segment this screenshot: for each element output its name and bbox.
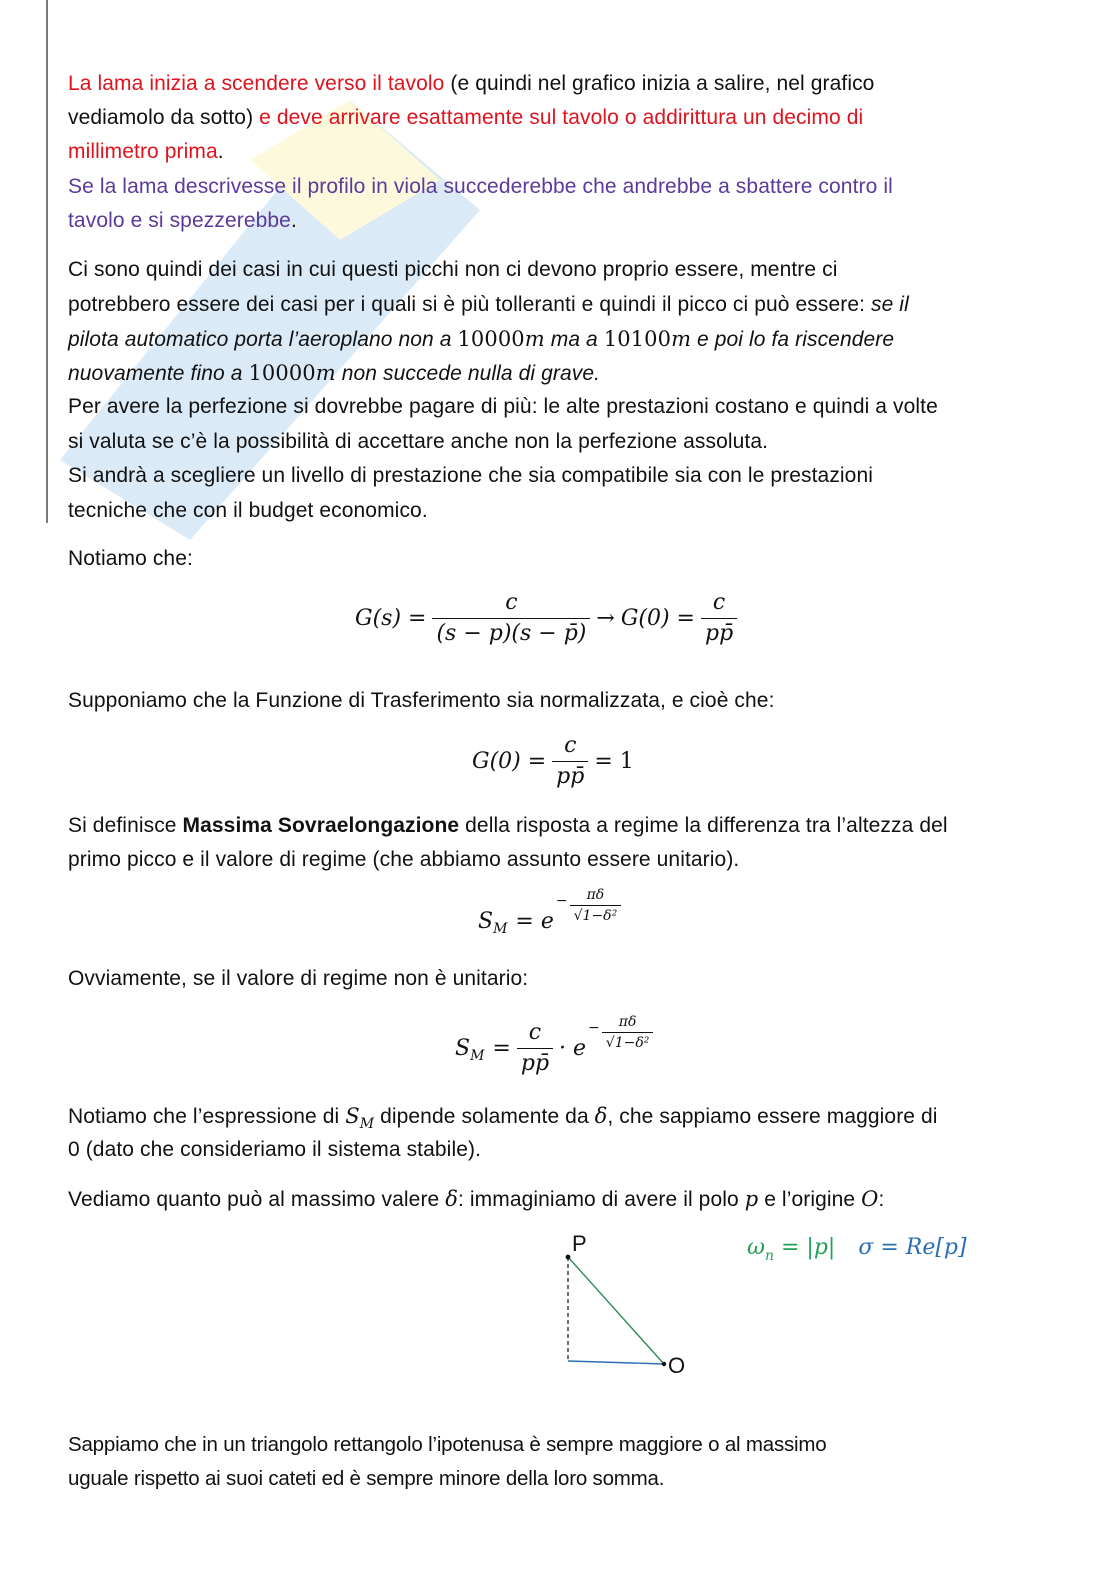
formula-rhs: = e — [515, 909, 554, 934]
subscript: M — [493, 920, 508, 937]
math-symbol: O — [861, 1187, 879, 1211]
paragraph-line — [68, 1182, 884, 1217]
paragraph-line — [68, 809, 948, 843]
numerator: c — [505, 590, 518, 615]
formula-lhs: G(s) = — [355, 606, 427, 631]
paragraph-line: si valuta se c’è la possibilità di accettare anche non la perfezione assoluta. — [68, 430, 769, 453]
paragraph-line: Se la lama descrivesse il profilo in viola succederebbe che andrebbe a sbattere contro il — [68, 175, 893, 198]
minus-sign: − — [588, 1020, 600, 1036]
subscript: M — [470, 1047, 485, 1064]
fraction — [602, 1014, 654, 1051]
italic-text: pilota automatico porta l’aeroplano non a — [68, 328, 458, 351]
formula-overshoot-nonunit — [455, 1014, 653, 1077]
text: (e quindi nel grafico inizia a salire, nel grafico — [444, 72, 875, 95]
text: . — [217, 140, 224, 163]
math-unit: m — [671, 327, 692, 351]
paragraph-line — [68, 356, 600, 391]
text: Si definisce — [68, 814, 183, 837]
math-symbol: S — [345, 1104, 360, 1128]
formula-lhs: G(0) = — [472, 749, 547, 774]
numerator: c — [528, 1020, 542, 1045]
text: . — [290, 209, 297, 232]
pole-origin-diagram — [540, 1225, 1000, 1385]
formula-lhs: G(0) = — [620, 606, 695, 631]
math-unit: m — [524, 327, 545, 351]
italic-text: ma a — [544, 328, 604, 351]
sigma-formula: σ = Re[p] — [858, 1235, 967, 1260]
text: potrebbero essere dei casi per i quali si è più tolleranti e quindi il picco ci può essere: — [68, 293, 871, 316]
numerator: πδ — [618, 1014, 637, 1030]
text: vediamolo da sotto) — [68, 106, 254, 129]
symbol-S: S — [455, 1036, 471, 1061]
math-symbol: δ — [594, 1104, 608, 1128]
math-symbol: p — [744, 1187, 759, 1211]
math-number: 10000 — [457, 327, 525, 351]
purple-text: tavolo e si spezzerebbe — [68, 209, 291, 232]
italic-text: e poi lo fa riscendere — [691, 328, 895, 351]
text: della risposta a regime la differenza tra l’altezza del — [459, 814, 948, 837]
text: : — [878, 1188, 885, 1211]
arrow-icon: → — [596, 606, 615, 631]
fraction — [552, 733, 588, 790]
bold-term: Massima Sovraelongazione — [182, 814, 460, 837]
denominator: pp̄ — [552, 761, 588, 790]
paragraph-line — [68, 322, 894, 357]
minus-sign: − — [555, 893, 568, 909]
omega-symbol: ω — [747, 1235, 765, 1260]
pole-label: P — [572, 1231, 587, 1256]
omega-sigma-formula — [747, 1235, 967, 1264]
text: e l’origine — [758, 1188, 862, 1211]
equals-sign: = — [492, 1036, 511, 1061]
paragraph-line: Per avere la perfezione si dovrebbe pagare di più: le alte prestazioni costano e quindi a volte — [68, 395, 938, 418]
numerator: c — [564, 733, 577, 758]
text: : immaginiamo di avere il polo — [458, 1188, 745, 1211]
formula-transfer-function — [355, 590, 743, 647]
omega-formula: = |p| — [773, 1235, 836, 1260]
red-text: e deve arrivare esattamente sul tavolo o addirittura un decimo di — [253, 106, 864, 129]
exponent — [588, 1014, 653, 1051]
paragraph-line — [68, 67, 874, 101]
italic-text: se il — [870, 293, 909, 316]
paragraph-line — [68, 101, 863, 135]
paragraph-line — [68, 288, 909, 322]
margin-bar — [46, 0, 48, 523]
math-unit: m — [315, 361, 336, 385]
pole-point — [566, 1255, 571, 1260]
subscript: n — [764, 1248, 774, 1264]
fraction — [517, 1020, 553, 1077]
paragraph-line — [68, 204, 297, 238]
text: . — [594, 362, 601, 385]
denominator: pp̄ — [517, 1048, 553, 1077]
italic-text: nuovamente fino a — [68, 362, 249, 385]
paragraph-line: Ci sono quindi dei casi in cui questi picchi non ci devono proprio essere, mentre ci — [68, 258, 838, 281]
paragraph-line: Notiamo che: — [68, 547, 193, 570]
red-text: millimetro prima — [68, 140, 218, 163]
paragraph-line: tecniche che con il budget economico. — [68, 499, 428, 522]
base-line — [568, 1361, 664, 1364]
paragraph-line: Si andrà a scegliere un livello di prestazione che sia compatibile sia con le prestazioni — [68, 464, 874, 487]
math-number: 10000 — [248, 361, 316, 385]
red-text: La lama inizia a scendere verso il tavolo — [68, 72, 445, 95]
symbol-S: S — [478, 909, 494, 934]
dot-e: · e — [559, 1036, 587, 1061]
text: Vediamo quanto può al massimo valere — [68, 1188, 446, 1211]
origin-point — [662, 1362, 666, 1366]
hypotenuse-line — [568, 1257, 664, 1364]
paragraph-line — [68, 1099, 938, 1136]
exponent — [556, 887, 621, 924]
subscript: M — [359, 1116, 375, 1132]
paragraph-line: Sappiamo che in un triangolo rettangolo l’ipotenusa è sempre maggiore o al massimo — [68, 1433, 827, 1456]
denominator: √1−δ² — [602, 1032, 654, 1051]
paragraph-line: 0 (dato che consideriamo il sistema stabile). — [68, 1138, 482, 1161]
fraction — [432, 590, 590, 647]
denominator: (s − p)(s − p̄) — [432, 618, 590, 647]
paragraph-line — [68, 135, 224, 169]
numerator: πδ — [586, 887, 605, 903]
paragraph-line: Ovviamente, se il valore di regime non è unitario: — [68, 967, 529, 990]
paragraph-line: primo picco e il valore di regime (che abbiamo assunto essere unitario). — [68, 848, 740, 871]
origin-label: O — [668, 1353, 686, 1378]
text: Notiamo che l’espressione di — [68, 1105, 346, 1128]
fraction — [570, 887, 622, 924]
formula-rhs: = 1 — [594, 749, 634, 774]
fraction — [701, 590, 737, 647]
text: , che sappiamo essere maggiore di — [607, 1105, 938, 1128]
paragraph-line: Supponiamo che la Funzione di Trasferimento sia normalizzata, e cioè che: — [68, 689, 775, 712]
denominator: pp̄ — [701, 618, 737, 647]
numerator: c — [712, 590, 726, 615]
text: dipende solamente da — [374, 1105, 595, 1128]
math-symbol: δ — [445, 1187, 458, 1211]
paragraph-line: uguale rispetto ai suoi cateti ed è sempre minore della loro somma. — [68, 1467, 665, 1490]
formula-normalized-gain — [472, 733, 634, 790]
denominator: √1−δ² — [570, 905, 622, 924]
italic-text: non succede nulla di grave — [335, 362, 595, 385]
math-number: 10100 — [603, 327, 672, 351]
